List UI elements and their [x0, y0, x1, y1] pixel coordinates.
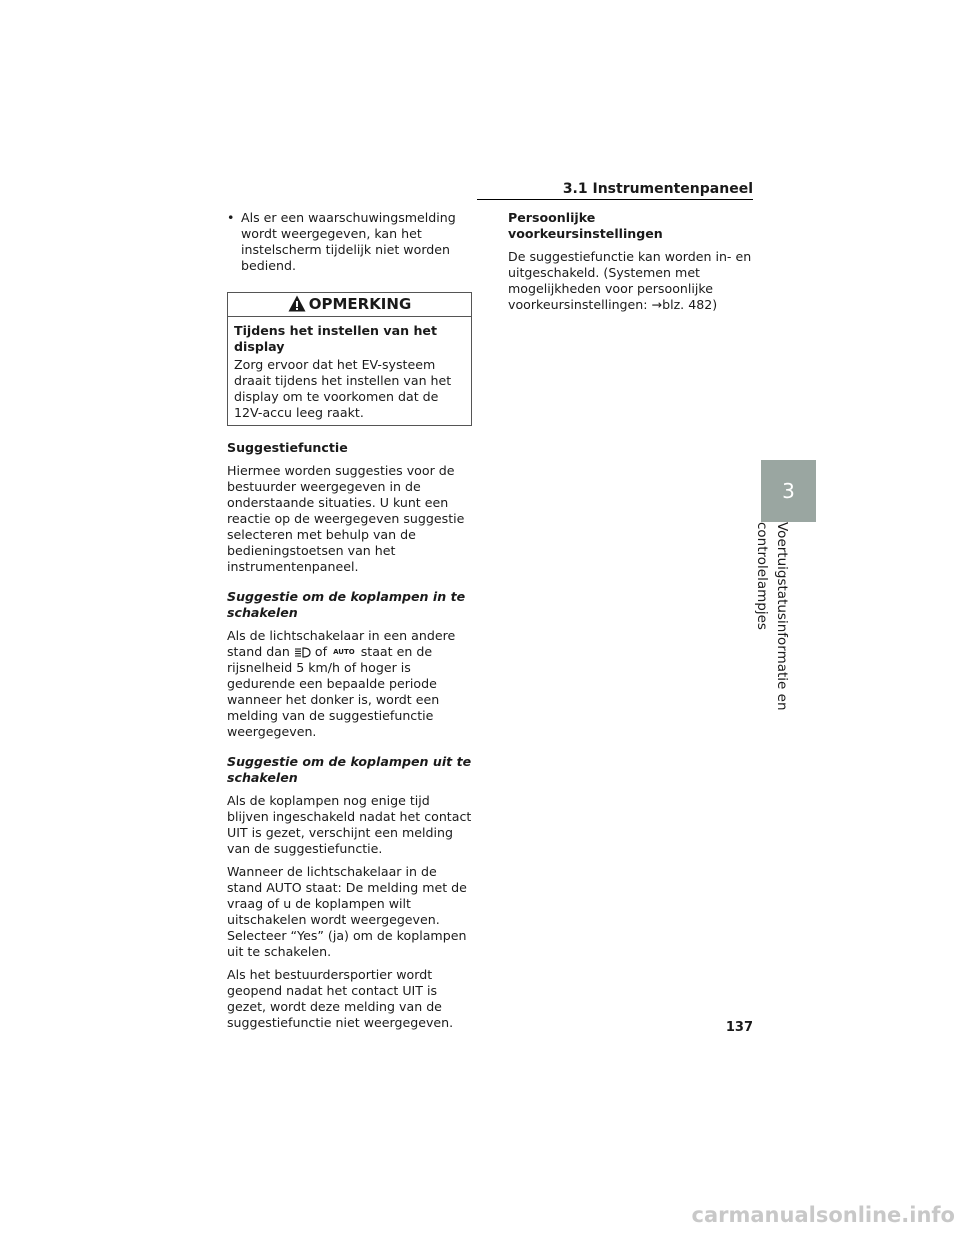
page-number: 137 — [725, 1020, 753, 1035]
heading-lights-on: Suggestie om de koplampen in te schakelen — [227, 589, 466, 620]
paragraph-lights-off-3: Als het bestuurdersportier wordt geopend nadat het contact UIT is gezet, wordt deze melding van de suggestiefunctie niet weergegeven. — [227, 967, 454, 1030]
paragraph-suggestion: Hiermee worden suggesties voor de bestuurder weergegeven in de onderstaande situaties. U kunt een reactie op de weergegeven suggestie selecteren met behulp van de bedieningstoetsen van het instrumentenpaneel. — [227, 463, 465, 574]
auto-icon: AUTO — [333, 648, 355, 656]
warning-icon — [288, 295, 306, 312]
paragraph-lights-off-2: Wanneer de lichtschakelaar in de stand AUTO staat: De melding met de vraag of u de koplampen wilt uitschakelen wordt weergegeven. Selecteer “Yes” (ja) om de koplampen uit te schakelen. — [227, 864, 467, 959]
bullet-text: Als er een waarschuwingsmelding wordt weergegeven, kan het instelscherm tijdelijk niet worden bediend. — [241, 210, 456, 273]
watermark: carmanualsonline.info — [691, 1203, 955, 1227]
bullet-dot: • — [227, 210, 235, 225]
right-column — [508, 210, 753, 320]
headlight-icon — [294, 647, 311, 658]
heading-suggestion: Suggestiefunctie — [227, 440, 348, 455]
bullet-item — [227, 210, 472, 274]
lights-on-text-b: staat en de rijsnelheid 5 km/h of hoger is gedurende een bepaalde periode wanneer het donker is, wordt een melding van de suggestiefunctie weergegeven. — [227, 644, 440, 739]
heading-lights-off: Suggestie om de koplampen uit te schakelen — [227, 754, 472, 785]
notice-box — [227, 292, 472, 426]
paragraph-lights-on — [227, 628, 472, 740]
paragraph-lights-off-1: Als de koplampen nog enige tijd blijven ingeschakeld nadat het contact UIT is gezet, verschijnt een melding van de suggestiefunctie. — [227, 793, 472, 856]
left-column — [227, 210, 472, 1038]
paragraph-preferences: De suggestiefunctie kan worden in- en uitgeschakeld. (Systemen met mogelijkheden voor persoonlijke voorkeursinstellingen: →blz. 482) — [508, 249, 752, 312]
notice-header — [228, 293, 471, 317]
notice-text: Zorg ervoor dat het EV-systeem draait tijdens het instellen van het display om te voorkomen dat de 12V-accu leeg raakt. — [234, 357, 452, 420]
notice-title: OPMERKING — [308, 295, 412, 313]
chapter-tab: 3 — [761, 460, 816, 522]
heading-preferences: Persoonlijke voorkeursinstellingen — [508, 210, 663, 241]
header-rule — [477, 199, 753, 200]
chapter-title: Voertuigstatusinformatie en controlelampjes — [754, 522, 790, 711]
notice-body — [228, 317, 471, 425]
lights-on-text-a: Als de lichtschakelaar in een andere stand dan — [227, 628, 456, 659]
notice-subtitle: Tijdens het instellen van het display — [234, 323, 437, 354]
section-header: 3.1 Instrumentenpaneel — [562, 181, 753, 197]
lights-on-text-of: of — [314, 644, 328, 659]
